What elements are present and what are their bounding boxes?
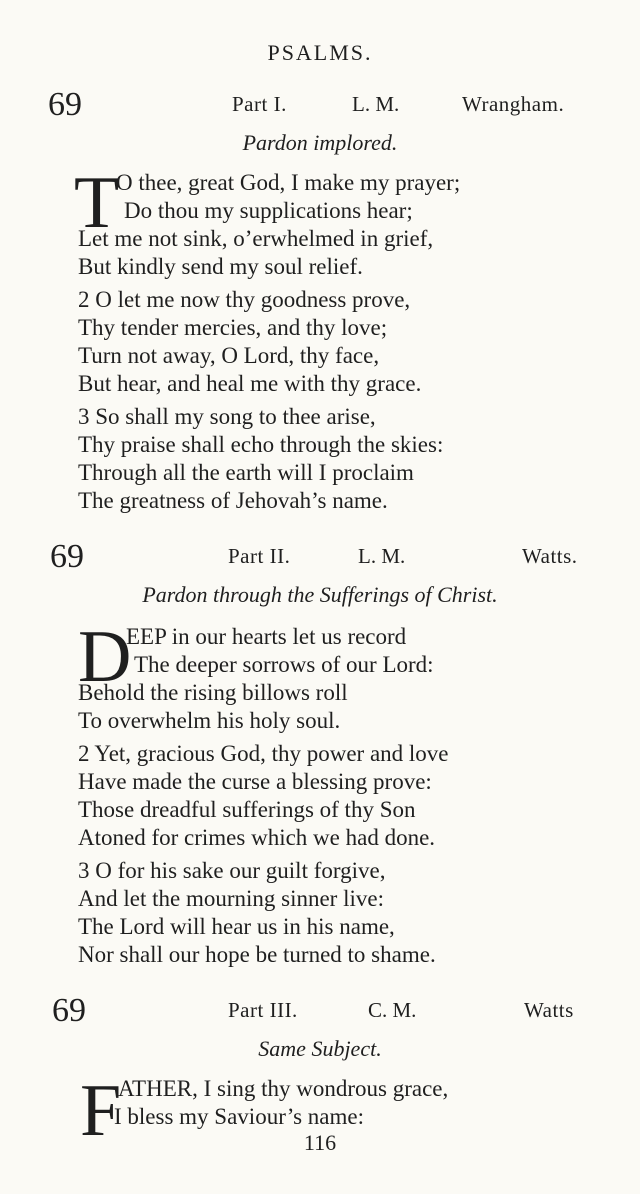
drop-cap: T bbox=[74, 162, 120, 244]
hymn-number: 69 bbox=[52, 992, 86, 1029]
hymn-subtitle: Pardon implored. bbox=[242, 130, 398, 155]
verse-line: Have made the curse a blessing prove: bbox=[78, 769, 432, 794]
verse-line: Thy tender mercies, and thy love; bbox=[78, 315, 388, 340]
verse-line: But kindly send my soul relief. bbox=[78, 254, 363, 279]
verse-line: The deeper sorrows of our Lord: bbox=[134, 652, 434, 677]
hymn-meter: L. M. bbox=[352, 92, 400, 116]
hymn-subtitle: Same Subject. bbox=[258, 1036, 382, 1061]
hymn-tune: Watts bbox=[524, 998, 574, 1022]
verse-line: O thee, great God, I make my prayer; bbox=[116, 170, 461, 195]
verse-line: And let the mourning sinner live: bbox=[78, 886, 384, 911]
verse-line: Thy praise shall echo through the skies: bbox=[78, 432, 444, 457]
drop-cap: D bbox=[78, 616, 132, 698]
verse-line: The greatness of Jehovah’s name. bbox=[78, 488, 388, 513]
verse-line: Atoned for crimes which we had done. bbox=[78, 825, 436, 850]
hymn-meter: L. M. bbox=[358, 544, 406, 568]
verse-line: Through all the earth will I proclaim bbox=[78, 460, 414, 485]
verse-line: 3 O for his sake our guilt forgive, bbox=[78, 858, 386, 883]
verse-line: EEP in our hearts let us record bbox=[126, 624, 407, 649]
verse-line: Those dreadful sufferings of thy Son bbox=[78, 797, 416, 822]
hymn-part-label: Part III. bbox=[228, 998, 298, 1022]
verse-line: Behold the rising billows roll bbox=[78, 680, 348, 705]
verse-line: Nor shall our hope be turned to shame. bbox=[78, 942, 436, 967]
hymn-part-label: Part I. bbox=[232, 92, 287, 116]
verse-line: 2 Yet, gracious God, thy power and love bbox=[78, 741, 449, 766]
verse-line: ATHER, I sing thy wondrous grace, bbox=[118, 1076, 449, 1101]
drop-cap: F bbox=[80, 1070, 122, 1152]
hymn-subtitle: Pardon through the Sufferings of Christ. bbox=[142, 582, 498, 607]
hymn-tune: Watts. bbox=[522, 544, 578, 568]
verse-line: Turn not away, O Lord, thy face, bbox=[78, 343, 380, 368]
verse-line: To overwhelm his holy soul. bbox=[78, 708, 341, 733]
hymn-part-label: Part II. bbox=[228, 544, 291, 568]
running-head: PSALMS. bbox=[267, 40, 373, 65]
hymn-number: 69 bbox=[48, 86, 82, 123]
verse-line: But hear, and heal me with thy grace. bbox=[78, 371, 422, 396]
verse-line: 2 O let me now thy goodness prove, bbox=[78, 287, 411, 312]
verse-line: Let me not sink, o’erwhelmed in grief, bbox=[78, 226, 434, 251]
verse-line: 3 So shall my song to thee arise, bbox=[78, 404, 376, 429]
verse-line: I bless my Saviour’s name: bbox=[114, 1104, 364, 1129]
verse-line: Do thou my supplications hear; bbox=[124, 198, 413, 223]
hymn-meter: C. M. bbox=[368, 998, 417, 1022]
page-number: 116 bbox=[303, 1130, 337, 1155]
hymn-tune: Wrangham. bbox=[462, 92, 565, 116]
hymn-number: 69 bbox=[50, 538, 84, 575]
verse-line: The Lord will hear us in his name, bbox=[78, 914, 395, 939]
